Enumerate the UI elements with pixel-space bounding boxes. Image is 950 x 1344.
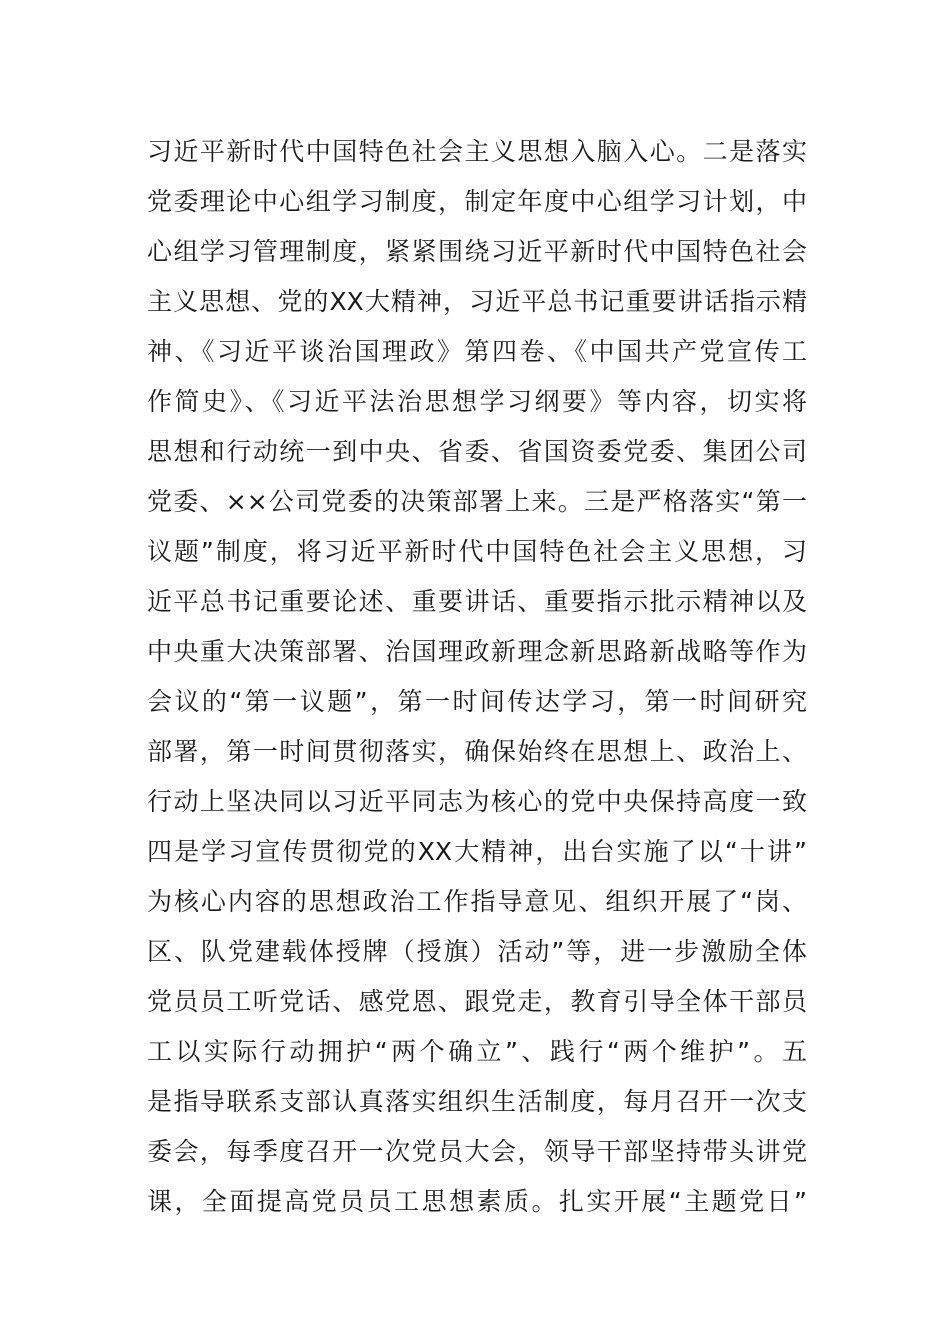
text-line: 习近平新时代中国特色社会主义思想入脑入心。二是落实 bbox=[147, 137, 807, 166]
text-line: 党委、××公司党委的决策部署上来。三是严格落实“第一 bbox=[147, 487, 807, 516]
text-line: 作简史》、《习近平法治思想学习纲要》等内容，切实将 bbox=[147, 387, 807, 416]
text-line: 四是学习宣传贯彻党的XX大精神，出台实施了以“十讲” bbox=[147, 837, 807, 866]
text-line: 是指导联系支部认真落实组织生活制度，每月召开一次支 bbox=[147, 1087, 807, 1116]
text-line: 工以实际行动拥护“两个确立”、践行“两个维护”。五 bbox=[147, 1037, 807, 1066]
text-line: 行动上坚决同以习近平同志为核心的党中央保持高度一致 bbox=[147, 787, 807, 816]
body-text bbox=[147, 127, 807, 1227]
text-line: 会议的“第一议题”，第一时间传达学习，第一时间研究 bbox=[147, 687, 807, 716]
text-line: 委会，每季度召开一次党员大会，领导干部坚持带头讲党 bbox=[147, 1137, 807, 1166]
text-line: 主义思想、党的XX大精神，习近平总书记重要讲话指示精 bbox=[147, 287, 807, 316]
text-line: 神、《习近平谈治国理政》第四卷、《中国共产党宣传工 bbox=[147, 337, 807, 366]
text-line: 课，全面提高党员员工思想素质。扎实开展“主题党日” bbox=[147, 1187, 807, 1216]
text-line: 部署，第一时间贯彻落实，确保始终在思想上、政治上、 bbox=[147, 737, 807, 766]
text-line: 议题”制度，将习近平新时代中国特色社会主义思想，习 bbox=[147, 537, 807, 566]
text-line: 党员员工听党话、感党恩、跟党走，教育引导全体干部员 bbox=[147, 987, 807, 1016]
text-line: 近平总书记重要论述、重要讲话、重要指示批示精神以及 bbox=[147, 587, 807, 616]
text-line: 思想和行动统一到中央、省委、省国资委党委、集团公司 bbox=[147, 437, 807, 466]
text-line: 中央重大决策部署、治国理政新理念新思路新战略等作为 bbox=[147, 637, 807, 666]
text-line: 党委理论中心组学习制度，制定年度中心组学习计划，中 bbox=[147, 187, 807, 216]
text-line: 为核心内容的思想政治工作指导意见、组织开展了“岗、 bbox=[147, 887, 807, 916]
text-line: 区、队党建载体授牌（授旗）活动”等，进一步激励全体 bbox=[147, 937, 807, 966]
text-line: 心组学习管理制度，紧紧围绕习近平新时代中国特色社会 bbox=[147, 237, 807, 266]
